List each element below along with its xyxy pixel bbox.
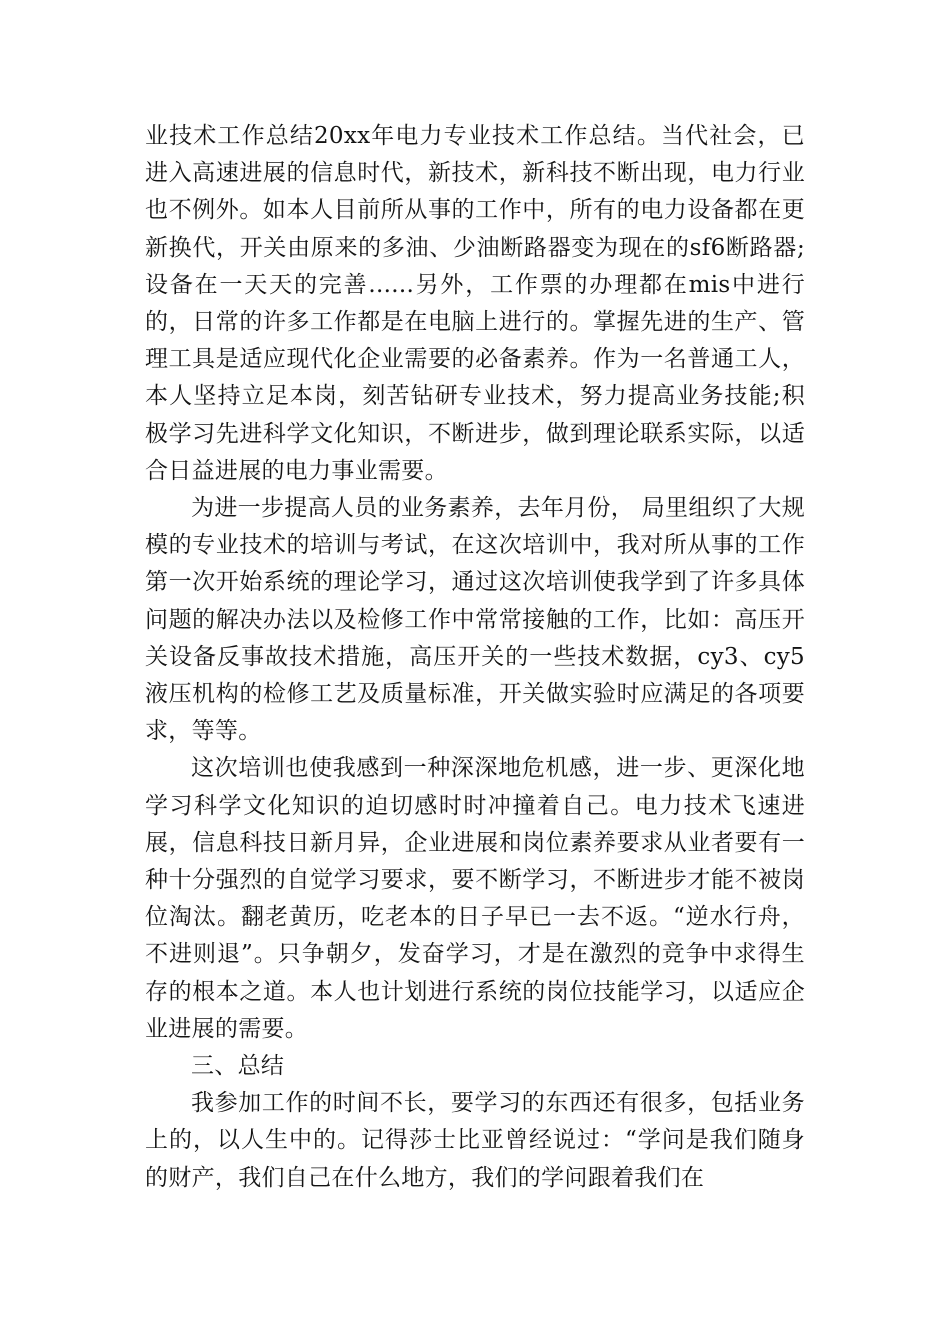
document-body xyxy=(145,118,805,1197)
paragraph-summary: 我参加工作的时间不长，要学习的东西还有很多，包括业务上的，以人生中的。记得莎士比亚曾经说过：“学问是我们随身的财产，我们自己在什么地方，我们的学问跟着我们在 xyxy=(145,1090,805,1191)
paragraph-crisis-awareness: 这次培训也使我感到一种深深地危机感，进一步、更深化地学习科学文化知识的迫切感时时冲撞着自己。电力技术飞速进展，信息科技日新月异，企业进展和岗位素养要求从业者要有一种十分强烈的自觉学习要求，要不断学习，不断进步才能不被岗位淘汰。翻老黄历，吃老本的日子早已一去不返。“逆水行舟，不进则退”。只争朝夕，发奋学习，才是在激烈的竞争中求得生存的根本之道。本人也计划进行系统的岗位技能学习，以适应企业进展的需要。 xyxy=(145,755,805,1042)
section-heading-summary: 三、总结 xyxy=(191,1053,285,1080)
paragraph-continuation: 业技术工作总结20xx年电力专业技术工作总结。当代社会，已进入高速进展的信息时代，新技术，新科技不断出现，电力行业也不例外。如本人目前所从事的工作中，所有的电力设备都在更新换代，开关由原来的多油、少油断路器变为现在的sf6断路器;设备在一天天的完善......另外，工作票的办理都在mis中进行的，日常的许多工作都是在电脑上进行的。掌握先进的生产、管理工具是适应现代化企业需要的必备素养。作为一名普通工人，本人坚持立足本岗，刻苦钻研专业技术，努力提高业务技能;积极学习先进科学文化知识，不断进步，做到理论联系实际，以适合日益进展的电力事业需要。 xyxy=(145,123,805,484)
paragraph-training: 为进一步提高人员的业务素养，去年月份， 局里组织了大规模的专业技术的培训与考试，在这次培训中，我对所从事的工作第一次开始系统的理论学习，通过这次培训使我学到了许多具体问题的解决办法以及检修工作中常常接触的工作，比如：高压开关设备反事故技术措施，高压开关的一些技术数据，cy3、cy5液压机构的检修工艺及质量标准，开关做实验时应满足的各项要求，等等。 xyxy=(145,495,805,745)
